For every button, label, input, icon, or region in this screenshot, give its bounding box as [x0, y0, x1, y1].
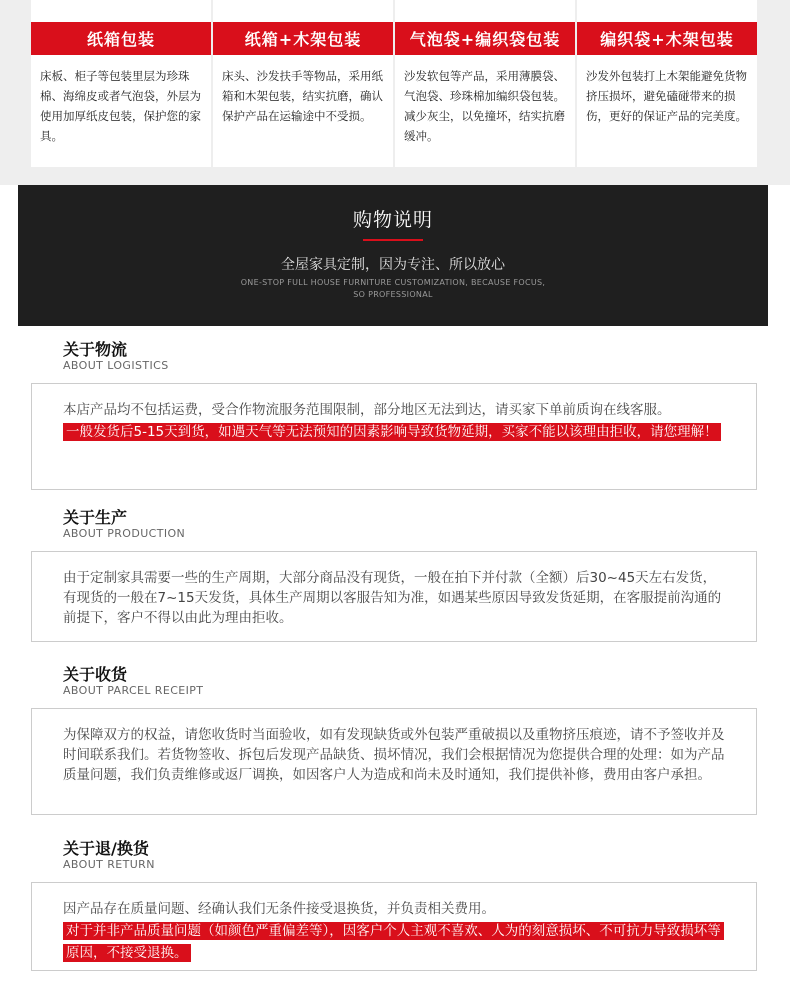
banner-title: 购物说明: [352, 209, 433, 231]
receipt-box: [31, 708, 757, 815]
production-text: 由于定制家具需要一些的生产周期，大部分商品没有现货，一般在拍下并付款（全额）后30~45天左右发货，有现货的一般在7~15天发货，具体生产周期以客服告知为准，如遇某些原因导致发货延期，在客服提前沟通的前提下，客户不得以由此为理由拒收。: [63, 570, 722, 626]
packaging-card-carton-wood: [213, 0, 393, 167]
packaging-card-desc: 床板、柜子等包装里层为珍珠棉、海绵皮或者气泡袋，外层为使用加厚纸皮包装，保护您的家具。: [40, 69, 201, 143]
section-subtitle-return: ABOUT RETURN: [63, 858, 155, 871]
packaging-card-desc: 沙发软包等产品，采用薄膜袋、气泡袋、珍珠棉加编织袋包装。减少灰尘，以免撞坏，结实抗磨缓冲。: [404, 69, 565, 143]
receipt-text: 为保障双方的权益，请您收货时当面验收，如有发现缺货或外包装严重破损以及重物挤压痕迹，请不予签收并及时间联系我们。若货物签收、拆包后发现产品缺货、损坏情况，我们会根据情况为您提供合理的处理：如为产品质量问题，我们负责维修或返厂调换，如因客户人为造成和尚未及时通知，我们提供补修，费用由客户承担。: [63, 727, 725, 783]
packaging-card-title: 纸箱包装: [31, 22, 211, 55]
packaging-section: [0, 0, 790, 185]
packaging-card-title: 编织袋+木架包装: [577, 22, 757, 55]
section-title-logistics: 关于物流: [63, 340, 128, 359]
banner-subtitle: 全屋家具定制，因为专注、所以放心: [281, 257, 505, 273]
logistics-highlight: 一般发货后5-15天到货，如遇天气等无法预知的因素影响导致货物延期，买家不能以该理由拒收，请您理解！: [63, 423, 721, 441]
shopping-notice-banner: [18, 185, 768, 326]
return-text: 因产品存在质量问题、经确认我们无条件接受退换货，并负责相关费用。: [63, 901, 495, 917]
banner-divider: [363, 239, 423, 241]
section-title-return: 关于退/换货: [63, 839, 149, 858]
section-title-production: 关于生产: [63, 508, 128, 527]
packaging-card-desc: 沙发外包装打上木架能避免货物挤压损坏，避免磕碰带来的损伤，更好的保证产品的完美度。: [586, 69, 747, 123]
packaging-card-bubble-woven: [395, 0, 575, 167]
section-title-receipt: 关于收货: [63, 665, 128, 684]
section-subtitle-logistics: ABOUT LOGISTICS: [63, 359, 169, 372]
logistics-text: 本店产品均不包括运费，受合作物流服务范围限制，部分地区无法到达，请买家下单前质询在线客服。: [63, 402, 671, 418]
packaging-card-carton: [31, 0, 211, 167]
packaging-card-title: 纸箱+木架包装: [213, 22, 393, 55]
banner-english-line: SO PROFESSIONAL: [353, 290, 433, 299]
packaging-card-desc: 床头、沙发扶手等物品，采用纸箱和木架包装，结实抗磨，确认保护产品在运输途中不受损。: [222, 69, 383, 123]
section-subtitle-receipt: ABOUT PARCEL RECEIPT: [63, 684, 204, 697]
packaging-card-title: 气泡袋+编织袋包装: [395, 22, 575, 55]
banner-english-line: ONE-STOP FULL HOUSE FURNITURE CUSTOMIZATION, BECAUSE FOCUS,: [240, 278, 546, 287]
section-subtitle-production: ABOUT PRODUCTION: [63, 527, 186, 540]
return-highlight: 对于并非产品质量问题（如颜色严重偏差等），因客户个人主观不喜欢、人为的刻意损坏、不可抗力导致损坏等原因，不接受退换。: [63, 922, 724, 962]
logistics-box: [31, 383, 757, 490]
return-box: [31, 882, 757, 971]
banner-english: [18, 277, 768, 301]
packaging-card-woven-wood: [577, 0, 757, 167]
production-box: [31, 551, 757, 642]
